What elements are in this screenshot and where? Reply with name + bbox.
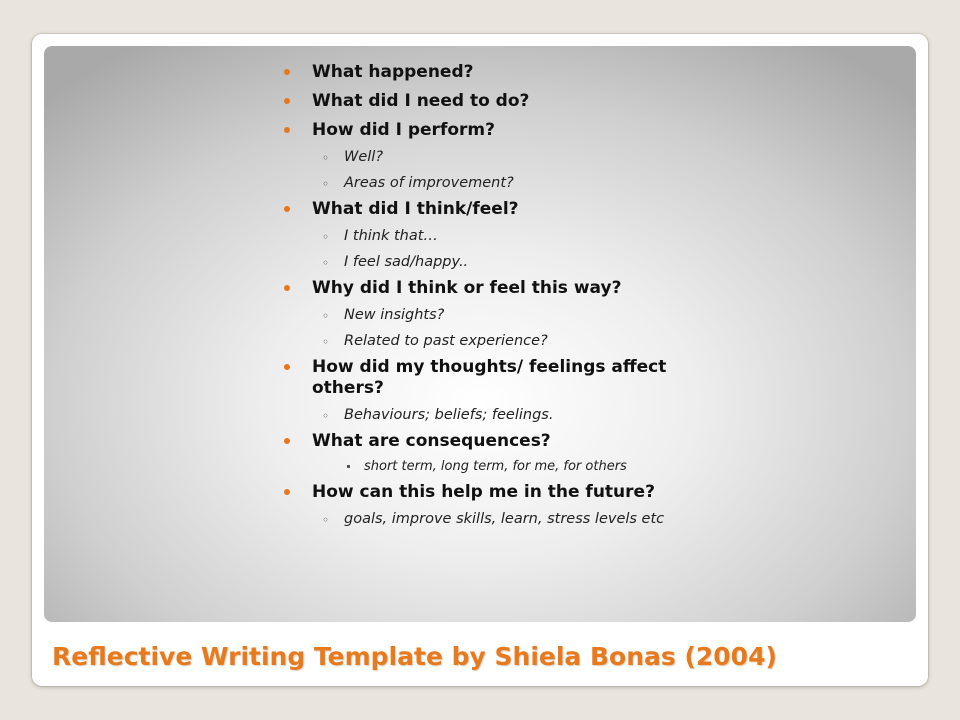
bullet-dot-icon — [284, 438, 290, 444]
bullet-dot-icon — [284, 98, 290, 104]
bullet-dot-icon — [284, 489, 290, 495]
bullet-item — [282, 278, 742, 351]
sub-bullet-text: Behaviours; beliefs; feelings. — [344, 407, 554, 423]
bullet-item — [282, 62, 742, 83]
bullet-row — [282, 120, 742, 141]
sub-bullet-text: Related to past experience? — [344, 333, 548, 349]
bullet-item — [282, 482, 742, 529]
bullet-text: How did my thoughts/ feelings affect others? — [312, 357, 667, 398]
bullet-item — [282, 120, 742, 193]
bullet-text: What did I need to do? — [312, 91, 530, 111]
sub-bullet-item — [314, 226, 742, 246]
bullet-dot-icon — [284, 69, 290, 75]
bullet-text: Why did I think or feel this way? — [312, 278, 622, 298]
bullet-row — [282, 62, 742, 83]
sub-bullet-text: Areas of improvement? — [344, 175, 514, 191]
ring-bullet-icon: ◦ — [322, 409, 330, 423]
bullet-item — [282, 199, 742, 272]
bullet-item — [282, 431, 742, 476]
bullet-text: How did I perform? — [312, 120, 495, 140]
bullet-dot-icon — [284, 285, 290, 291]
bullet-row — [282, 482, 742, 503]
sub-bullet-list — [282, 458, 742, 476]
content-panel — [44, 46, 916, 622]
bullet-item — [282, 357, 742, 425]
sub-bullet-item — [314, 147, 742, 167]
sub-bullet-text: goals, improve skills, learn, stress levels etc — [344, 511, 665, 527]
bullet-row — [282, 91, 742, 112]
bullet-text: What are consequences? — [312, 431, 551, 451]
bullet-row — [282, 278, 742, 299]
bullet-text: What happened? — [312, 62, 474, 82]
ring-bullet-icon: ◦ — [322, 256, 330, 270]
sub-bullet-text: I feel sad/happy.. — [344, 254, 469, 270]
bullet-text: How can this help me in the future? — [312, 482, 655, 502]
sub-sub-bullet-item — [338, 458, 742, 476]
sub-bullet-list — [282, 226, 742, 272]
ring-bullet-icon: ◦ — [322, 177, 330, 191]
sub-bullet-text: New insights? — [344, 307, 445, 323]
sub-bullet-item — [314, 405, 742, 425]
bullet-dot-icon — [284, 206, 290, 212]
sub-bullet-item — [314, 252, 742, 272]
ring-bullet-icon: ◦ — [322, 513, 330, 527]
sub-bullet-list — [282, 509, 742, 529]
bullet-row — [282, 357, 742, 399]
bullet-dot-icon — [284, 127, 290, 133]
ring-bullet-icon: ◦ — [322, 151, 330, 165]
sub-bullet-item — [314, 509, 742, 529]
sub-bullet-text: Well? — [344, 149, 384, 165]
sub-bullet-list — [282, 147, 742, 193]
ring-bullet-icon: ◦ — [322, 335, 330, 349]
square-bullet-icon — [347, 465, 350, 468]
bullet-list — [282, 62, 742, 535]
bullet-row — [282, 431, 742, 452]
ring-bullet-icon: ◦ — [322, 230, 330, 244]
sub-bullet-item — [314, 331, 742, 351]
slide-card — [32, 34, 928, 686]
bullet-item — [282, 91, 742, 112]
ring-bullet-icon: ◦ — [322, 309, 330, 323]
bullet-row — [282, 199, 742, 220]
slide-title: Reflective Writing Template by Shiela Bonas (2004) — [52, 642, 777, 671]
sub-bullet-item — [314, 173, 742, 193]
sub-bullet-list — [282, 305, 742, 351]
sub-bullet-item — [314, 305, 742, 325]
bullet-text: What did I think/feel? — [312, 199, 519, 219]
sub-bullet-list — [282, 405, 742, 425]
sub-sub-bullet-text: short term, long term, for me, for others — [364, 459, 627, 474]
bullet-dot-icon — [284, 364, 290, 370]
sub-bullet-text: I think that… — [344, 228, 438, 244]
